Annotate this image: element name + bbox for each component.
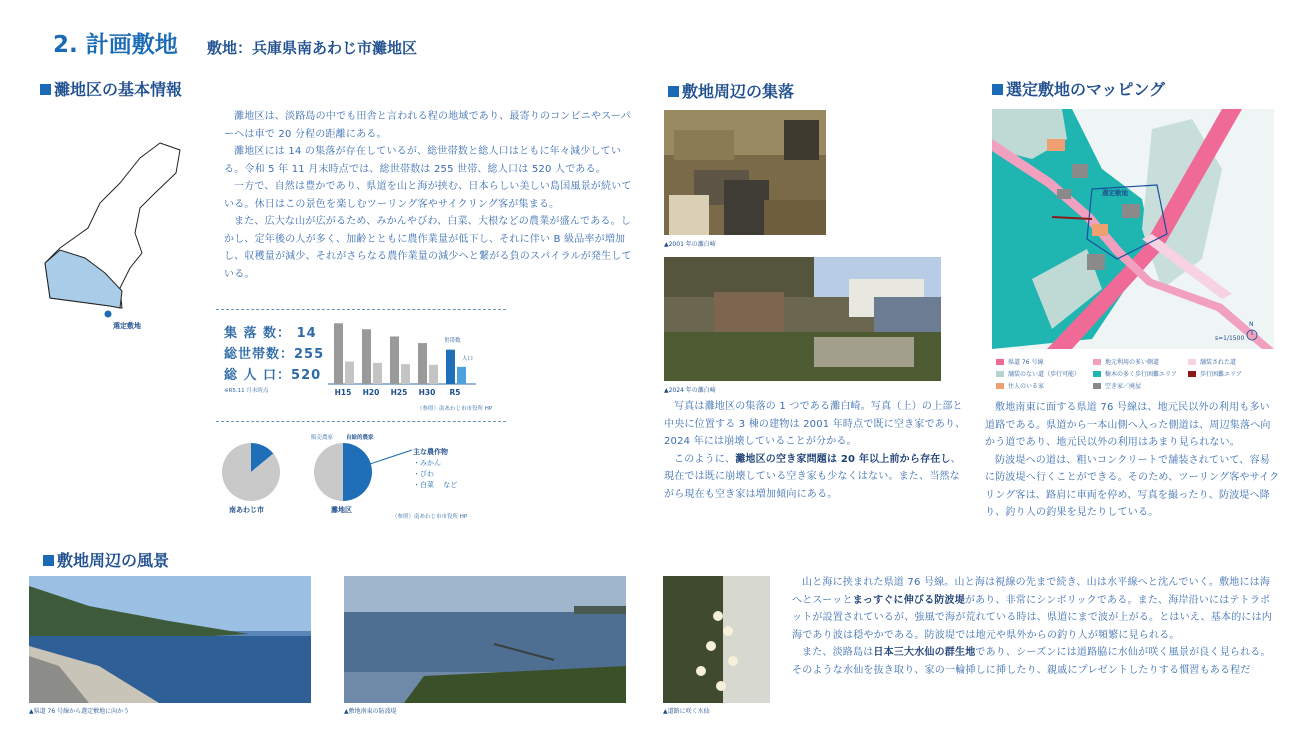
legend-item xyxy=(996,357,1043,366)
section-title: 2. 計画敷地 xyxy=(53,32,178,58)
site-location: 敷地：兵庫県南あわじ市灘地区 xyxy=(207,39,418,57)
caption-road: ▲県道 76 号線から選定敷地に向かう xyxy=(29,708,130,715)
basic-info-heading xyxy=(40,77,182,100)
pie-slice xyxy=(343,443,372,501)
mapping-paragraph: 防波堤への道は、粗いコンクリートで舗装されていて、容易に防波堤へ行くことができる。そのため、ツーリング客やサイクリング客は、路肩に車両を停め、写真を撮ったり、防波堤へ降り、釣り人の釣果を見たりしている。 xyxy=(985,454,1280,518)
pie-label-sales: 販売農家 xyxy=(311,435,334,441)
village-text xyxy=(664,398,966,503)
legend-population: 人口 xyxy=(462,356,474,362)
text-run: また、淡路島は xyxy=(802,647,874,658)
island-map xyxy=(40,138,190,338)
households-bar-chart xyxy=(326,312,486,402)
emphasis-text: 灘地区の空き家問題は 20 年以上前から存在し xyxy=(735,453,951,465)
crops-list xyxy=(413,447,457,491)
bar-population-H15 xyxy=(345,362,354,384)
divider xyxy=(216,309,506,310)
legend-label: 住人のいる家 xyxy=(1008,383,1045,390)
scenery-photo-narcissus xyxy=(663,576,770,703)
scenery-text xyxy=(792,574,1280,679)
pie-label-self: 自給的農家 xyxy=(346,435,374,441)
caption-2024: ▲2024 年の灘白崎 xyxy=(664,387,716,394)
legend-swatch xyxy=(1093,359,1101,365)
legend-item xyxy=(1188,369,1242,378)
legend-item xyxy=(996,381,1044,390)
village-photo-2001 xyxy=(664,110,826,235)
crop-item: ・白菜 など xyxy=(413,481,458,489)
bar-population-H20 xyxy=(373,363,382,384)
site-mapping xyxy=(992,109,1274,349)
divider xyxy=(216,421,506,422)
pie-right-label: 灘地区 xyxy=(331,506,352,514)
basic-info-paragraph: 灘地区には 14 の集落が存在しているが、総世帯数と総人口はともに年々減少している。令和 5 年 11 月末時点では、総世帯数は 255 世帯、総人口は 520 人である。 xyxy=(224,146,622,175)
legend-label: 舗装のない道（歩行可能） xyxy=(1008,371,1081,378)
bar-households-H30 xyxy=(418,343,427,384)
bar-households-R5 xyxy=(446,350,455,384)
stats-block xyxy=(224,323,324,394)
stats-note: ※R5.11 月末時点 xyxy=(224,388,269,394)
stat-villages: 集 落 数： 14 xyxy=(224,326,317,341)
legend-item xyxy=(1093,357,1159,366)
scenery-heading xyxy=(43,548,169,571)
legend-swatch xyxy=(1093,371,1101,377)
bar-households-H15 xyxy=(334,323,343,384)
legend-households: 世帯数 xyxy=(444,338,461,344)
pie-slice xyxy=(314,443,343,501)
map-site-label: 選定敷地 xyxy=(113,322,141,330)
bar-households-H25 xyxy=(390,336,399,384)
north-arrow-icon xyxy=(1245,328,1259,342)
legend-swatch xyxy=(1188,359,1196,365)
legend-label: 舗装された道 xyxy=(1200,359,1237,366)
pie-source: （参照）南あわじ市市役所 HP xyxy=(392,514,468,520)
basic-info-text xyxy=(224,108,632,283)
crop-item: ・みかん xyxy=(413,459,441,467)
legend-swatch xyxy=(1093,383,1101,389)
legend-swatch xyxy=(996,383,1004,389)
scenery-photo-road xyxy=(29,576,311,703)
pie-left-label: 南あわじ市 xyxy=(229,506,264,514)
bar-population-R5 xyxy=(457,367,466,384)
legend-label: 樹木の多く歩行困難エリア xyxy=(1105,371,1178,378)
legend-item xyxy=(996,369,1080,378)
mapping-heading-text: 選定敷地のマッピング xyxy=(1006,80,1166,99)
text-run: 、現在では既に崩壊している空き家も少なくはない。また、当然ながら現在も空き家は増加傾向にある。 xyxy=(664,453,961,500)
emphasis-text: 日本三大水仙の群生地 xyxy=(873,647,976,658)
mapping-heading xyxy=(992,77,1165,100)
stat-households: 総世帯数：255 xyxy=(224,347,325,362)
caption-narcissus: ▲道路に咲く水仙 xyxy=(663,708,710,715)
stat-population: 総 人 口：520 xyxy=(224,368,322,383)
scenery-paragraph xyxy=(792,574,1280,644)
village-paragraph xyxy=(664,451,966,504)
text-run: 山と海に挟まれた県道 76 号線。山と海は視線の先まで続き、山は水平線へと沈んでいく。敷地には海へとスーッと xyxy=(792,577,1271,606)
bar-tick-label: H30 xyxy=(418,388,436,397)
crop-item: ・びわ xyxy=(413,470,434,478)
village-heading-text: 敷地周辺の集落 xyxy=(682,82,795,101)
village-paragraph: 写真は灘地区の集落の 1 つである灘白崎。写真（上）の上部と中央に位置する 3 棟の建物は 2001 年時点で既に空き家であり、2024 年には崩壊していることが分かる。 xyxy=(664,401,966,447)
legend-swatch xyxy=(996,359,1004,365)
site-marker xyxy=(105,311,112,318)
legend-swatch xyxy=(996,371,1004,377)
emphasis-text: まっすぐに伸びる防波堤 xyxy=(852,594,965,606)
bar-tick-label: H20 xyxy=(362,388,380,397)
minamiawaji-pie-chart xyxy=(221,442,281,502)
village-heading xyxy=(668,79,794,102)
legend-label: 歩行困難エリア xyxy=(1200,371,1243,378)
village-photo-2024 xyxy=(664,257,941,381)
mapping-paragraph: 敷地南東に面する県道 76 号線は、地元民以外の利用も多い道路である。県道から一本山側へ入った側道は、周辺集落へ向かう道であり、地元民以外の利用はあまり見られない。 xyxy=(985,402,1271,448)
legend-item xyxy=(1093,369,1177,378)
caption-2001: ▲2001 年の灘白崎 xyxy=(664,241,716,248)
bar-households-H20 xyxy=(362,329,371,384)
basic-info-paragraph: また、広大な山が広がるため、みかんやびわ、白菜、大根などの農業が盛んである。しかし、定年後の人が多く、加齢とともに農作業量が低下し、それに伴い B 級品率が増加し、収穫量が減少、それがさらなる農作業量の減少へと繋がる負のスパイラルが発生している。 xyxy=(224,216,632,280)
text-run: があり、非常にシンボリックである。また、海岸沿いにはテトラポットが設置されているが、強風で海が荒れている時は、県道にまで波が上がる。とはいえ、基本的には内海であり波は穏やかである。防波堤では地元や県外からの釣り人が頻繁に見られる。 xyxy=(792,594,1272,641)
legend-item xyxy=(1188,357,1236,366)
legend-label: 県道 76 号線 xyxy=(1008,359,1044,366)
caption-breakwater: ▲敷地南東の防波堤 xyxy=(344,708,397,715)
mapping-text xyxy=(985,399,1280,522)
bar-source: （参照）南あわじ市市役所 HP xyxy=(417,406,493,412)
bar-tick-label: H15 xyxy=(334,388,352,397)
map-scale: s=1/1500 xyxy=(1215,335,1245,342)
bar-tick-label: R5 xyxy=(449,388,461,397)
bar-tick-label: H25 xyxy=(390,388,408,397)
crops-title: 主な農作物 xyxy=(413,448,448,456)
legend-label: 地元利用の多い側道 xyxy=(1105,359,1160,366)
legend-label: 空き家／廃屋 xyxy=(1105,383,1142,390)
scenery-photo-breakwater xyxy=(344,576,626,703)
bar-population-H25 xyxy=(401,364,410,384)
legend-swatch xyxy=(1188,371,1196,377)
bar-population-H30 xyxy=(429,365,438,384)
basic-info-paragraph: 灘地区は、淡路島の中でも田舎と言われる程の地域であり、最寄りのコンビニやスーパーへは車で 20 分程の距離にある。 xyxy=(224,111,631,140)
north-label: N xyxy=(1249,321,1254,328)
basic-info-heading-text: 灘地区の基本情報 xyxy=(54,80,183,99)
legend-item xyxy=(1093,381,1141,390)
text-run: であり、シーズンには道路脇に水仙が咲く風景が良く見られる。そのような水仙を抜き取り、家の一輪挿しに挿したり、親戚にプレゼントしたりする慣習もある程だ xyxy=(792,647,1271,676)
scenery-heading-text: 敷地周辺の風景 xyxy=(57,551,170,570)
mapping-site-label: 選定敷地 xyxy=(1102,189,1128,197)
scenery-paragraph xyxy=(792,644,1280,679)
basic-info-paragraph: 一方で、自然は豊かであり、県道を山と海が挟む、日本らしい美しい島国風景が続いている。休日はこの景色を楽しむツーリング客やサイクリング客が集まる。 xyxy=(224,181,632,210)
text-run: このように、 xyxy=(674,453,736,465)
nada-pie-chart xyxy=(313,442,373,502)
